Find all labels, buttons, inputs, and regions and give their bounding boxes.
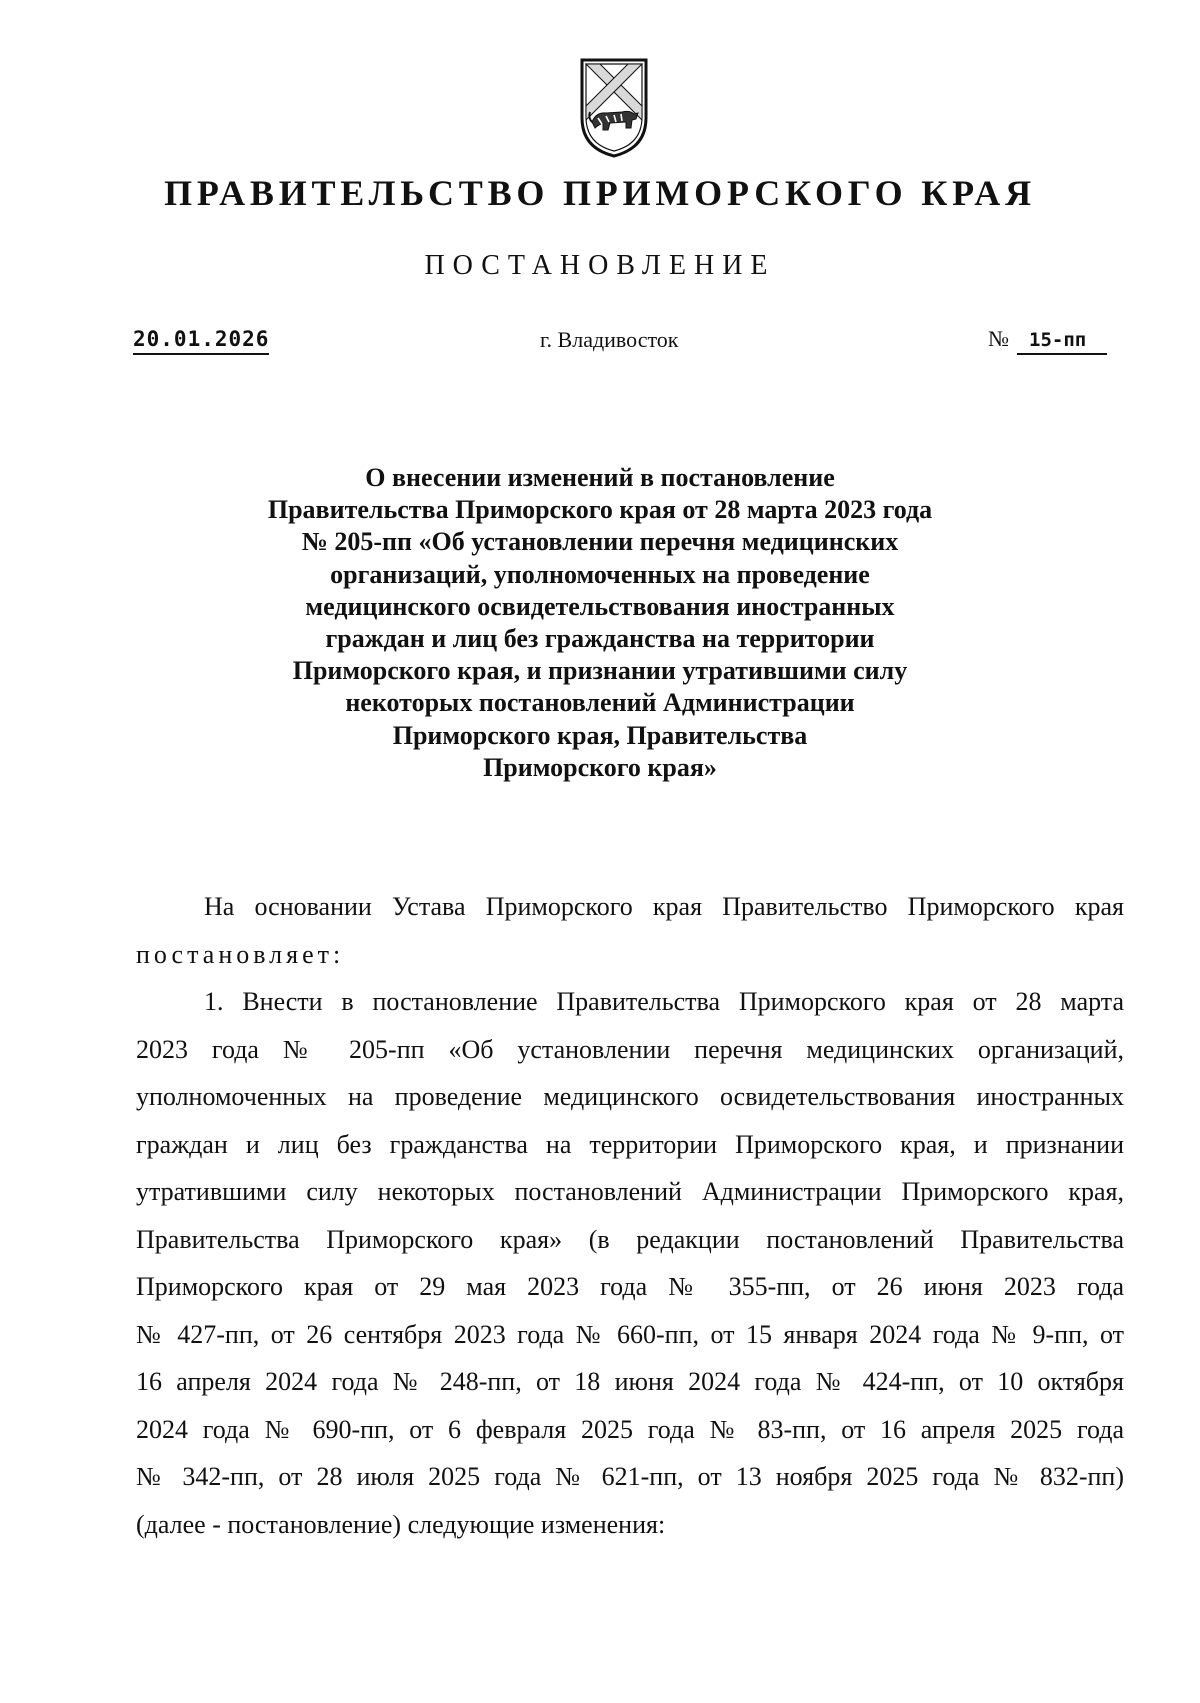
heading-line: некоторых постановлений Администрации	[345, 688, 855, 718]
number-value: 15-пп	[1017, 327, 1107, 355]
body-line: На основании Устава Приморского края Правительство Приморского края	[204, 892, 1124, 921]
heading-line: Приморского края, Правительства	[392, 720, 808, 750]
heading-line: граждан и лиц без гражданства на территории	[325, 624, 875, 654]
body-line: Правительства Приморского края» (в редакции постановлений Правительства	[136, 1224, 1124, 1254]
document-type: ПОСТАНОВЛЕНИЕ	[424, 250, 776, 281]
body-line: (далее - постановление) следующие изменения:	[136, 1509, 666, 1539]
body-line: Приморского края от 29 мая 2023 года № 355-пп, от 26 июня 2023 года	[136, 1272, 1124, 1301]
heading-line: Приморского края»	[483, 752, 717, 782]
body-line: 1. Внести в постановление Правительства Приморского края от 28 марта	[204, 987, 1124, 1016]
body-line: уполномоченных на проведение медицинского освидетельствования иностранных	[136, 1082, 1124, 1111]
document-city: г. Владивосток	[540, 327, 679, 352]
coat-of-arms-tiger-icon	[576, 56, 652, 160]
organization-title: ПРАВИТЕЛЬСТВО ПРИМОРСКОГО КРАЯ	[164, 173, 1036, 213]
body-line: 16 апреля 2024 года № 248-пп, от 18 июня 2024 года № 424-пп, от 10 октября	[136, 1367, 1124, 1396]
item-1-paragraph	[136, 978, 1124, 1548]
heading-line: организаций, уполномоченных на проведение	[330, 559, 870, 589]
heading-line: медицинского освидетельствования иностранных	[305, 591, 895, 621]
heading-line: Приморского края, и признании утратившими силу	[292, 656, 908, 686]
body-line: № 342-пп, от 28 июля 2025 года № 621-пп, от 13 ноября 2025 года № 832-пп)	[136, 1462, 1124, 1491]
preamble-paragraph	[136, 883, 1124, 978]
body-line: утратившими силу некоторых постановлений Администрации Приморского края,	[136, 1177, 1124, 1206]
number-label: №	[988, 326, 1009, 351]
heading-line: № 205-пп «Об установлении перечня медицинских	[301, 527, 899, 557]
body-line: граждан и лиц без гражданства на территории Приморского края, и признании	[136, 1129, 1124, 1159]
document-date: 20.01.2026	[133, 326, 269, 355]
body-line: 2023 года № 205-пп «Об установлении перечня медицинских организаций,	[136, 1034, 1124, 1064]
body-line: 2024 года № 690-пп, от 6 февраля 2025 года № 83-пп, от 16 апреля 2025 года	[136, 1414, 1124, 1444]
body-line: № 427-пп, от 26 сентября 2023 года № 660-пп, от 15 января 2024 года № 9-пп, от	[136, 1319, 1124, 1349]
body-line-resolves: постановляет:	[136, 939, 345, 969]
heading-line: О внесении изменений в постановление	[365, 463, 835, 492]
document-heading	[240, 462, 960, 784]
heading-line: Правительства Приморского края от 28 марта 2023 года	[267, 495, 933, 525]
document-number	[988, 326, 1107, 355]
